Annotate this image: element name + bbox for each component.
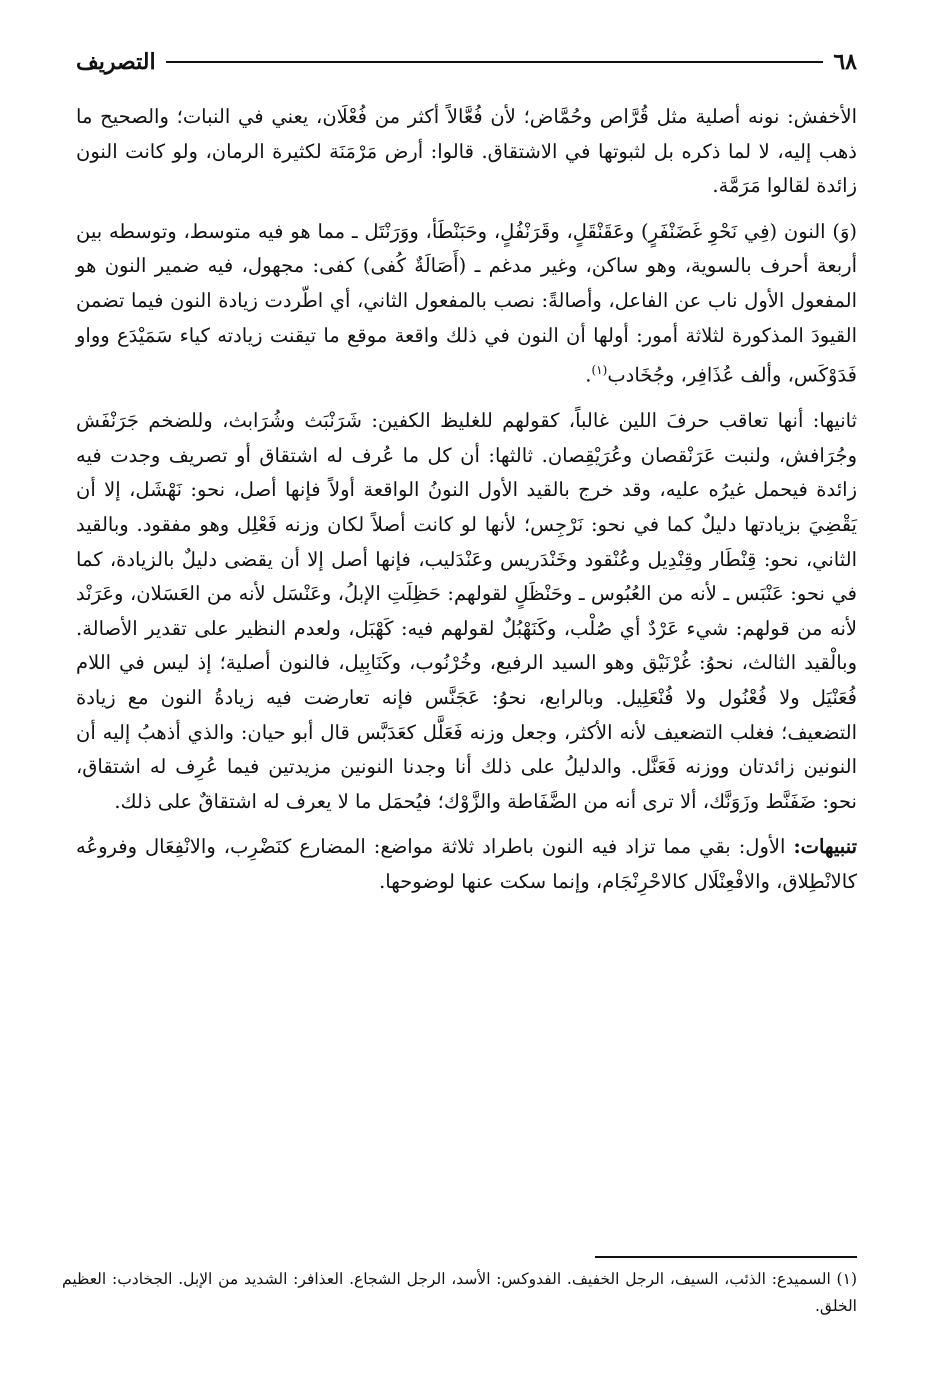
footnotes [62,1266,857,1320]
header-rule [166,61,824,63]
paragraph-1: الأخفش: نونه أصلية مثل قُرَّاص وحُمَّاض؛ لأن فُعَّالاً أكثر من فُعْلَان، يعني في النبات؛ والصحيح ما ذهب إليه، لا لما ذكره بل لثبوتها في الاشتقاق. قالوا: أرض مَرْمَنَة لكثيرة الرمان، ولو كانت النون زائدة لقالوا مَرَمَّة. [76,105,857,198]
paragraph-4 [76,830,857,899]
page-header [76,46,857,78]
main-text [76,100,857,900]
paragraph-3: ثانيها: أنها تعاقب حرفَ اللين غالباً، كقولهم للغليظ الكفين: شَرَنْبَث وشُرَابث، وللضخم جَرَنْفَش وجُرَافش، ولنبت عَرَنْقصان وعُرَيْقِصان. ثالثها: أن كل ما عُرف له اشتقاق أو تصريف وجدت فيه زائدة فيحمل غيرُه عليه، وقد خرج بالقيد الأول النونُ الواقعة أولاً فإنها أصل، نحو: نَهْشَل، إلا أن يَقْضِيَ بزيادتها دليلٌ كما في نحو: نَرْجِس؛ لأنها لو كانت أصلاً لكان وزنه فَعْلِل وهو مفقود. وبالقيد الثاني، نحو: قِنْطَار وقِنْدِيل وعُنْقود وخَنْدَريس وعَنْدَليب، فإنها أصل إلا أن يقضى دليلٌ بالزيادة، كما في نحو: عَنْبَس ـ لأنه من العُبُوس ـ وحَنْظَلٍ لقولهم: حَظِلَتِ الإبلُ، وعَنْسَل لأنه من العَسَلان، وعَرَنْد لأنه من قولهم: شيء عَرْدٌ أي صُلْب، وكَنَهْبُلٌ لقولهم فيه: كَهْبَل، ولعدم النظير على تقدير الأصالة. وبالْقيد الثالث، نحوُ: غُرْنَيْق وهو السيد الرفيع، وخُرْنُوب، وكَنَابِيل، فالنون أصلية؛ إذ ليس في اللام فُعَنْيَل ولا فُعْنُول ولا فُنْعَلِيل. وبالرابع، نحوُ: عَجَنَّس فإنه تعارضت فيه زيادةُ النون مع زيادة التضعيف؛ فغلب التضعيف لأنه الأكثر، وجعل وزنه فَعَلَّل كعَدَبَّس قال أبو حيان: والذي أذهبُ إليه أن النونين زائدتان ووزنه فَعَنَّل. والدليلُ على ذلك أنا وجدنا النونين مزيدتين فيما عُرِف له اشتقاق، نحو: ضَفَنَّط وزَوَنَّك، ألا ترى أنه من الضَّفَاطة والزَّوْك؛ فيُحمَل ما لا يعرف له اشتقاقٌ على ذلك. [76,409,857,813]
footnote-1: (١) السميدع: الذئب، السيف، الرجل الخفيف. الفدوكس: الأسد، الرجل الشجاع. العذافر: الشديد من الإبل. الجخادب: العظيم الخلق. [62,1270,857,1315]
paragraph-2: (وَ) النون (فِي نَحْوِ غَضَنْفَرٍ) وعَقَنْقَلٍ، وقَرَنْفُلٍ، وحَبَنْطَأ، ووَرَنْتَل ـ مما هو فيه متوسط، وتوسطه بين أربعة أحرف بالسوية، وهو ساكن، وغير مدغم ـ (أَصَالَةٌ كُفى) كفى: مجهول، فيه ضمير النون هو المفعول الأول ناب عن الفاعل، وأصالةً: نصب بالمفعول الثاني، أي اطّردت زيادة النون فيما تضمن القيودَ المذكورة لثلاثة أمور: أولها أن النون في ذلك واقعة موقع ما تيقنت زيادته كياء سَمَيْدَع وواو فَدَوْكَس، وألف عُذَافِر، وجُخَادب$^{(١)}$. [76,219,857,387]
footnote-rule [595,1256,857,1258]
tanbihat-label: تنبيهات: [793,835,858,859]
footnote-marker: (١) [591,363,608,378]
page-number: ٦٨ [833,49,857,75]
paragraph-2-text: (وَ) النون (فِي نَحْوِ غَضَنْفَرٍ) وعَقَنْقَلٍ، وقَرَنْفُلٍ، وحَبَنْطَأ، ووَرَنْتَل ـ مما هو فيه متوسط، وتوسطه بين أربعة أحرف بالسوية، وهو ساكن، وغير مدغم ـ (أَصَالَةٌ كُفى) كفى: مجهول، فيه ضمير النون هو المفعول الأول ناب عن الفاعل، وأصالةً: نصب بالمفعول الثاني، أي اطّردت زيادة النون فيما تضمن القيودَ المذكورة لثلاثة أمور: أولها أن النون في ذلك واقعة موقع ما تيقنت زيادته كياء سَمَيْدَع وواو فَدَوْكَس، وألف عُذَافِر، وجُخَادب [76,219,857,387]
running-title: التصريف [76,49,156,75]
paragraph-4-text: الأول: بقي مما تزاد فيه النون باطراد ثلاثة مواضع: المضارع كنَضْرِب، والانْفِعَال وفروعُه كالانْطِلاق، والافْعِنْلَال كالاحْرِنْجَام، وإنما سكت عنها لوضوحها. [76,835,857,893]
